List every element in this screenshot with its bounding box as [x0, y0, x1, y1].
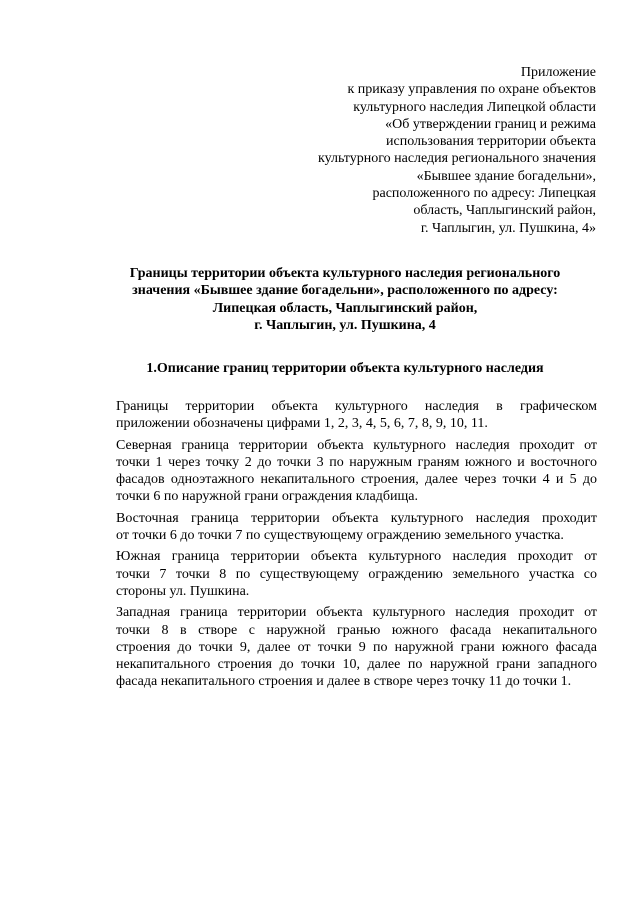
paragraph-line: фасадов одноэтажного некапитального строения, далее через точки 4 и 5 до: [116, 472, 597, 488]
section-heading: 1.Описание границ территории объекта культурного наследия: [146, 361, 544, 376]
paragraph-line: от точки 6 до точки 7 по существующему ограждению земельного участка.: [116, 528, 564, 544]
appendix-line: Приложение: [520, 65, 596, 80]
title-line: г. Чаплыгин, ул. Пушкина, 4: [254, 317, 436, 333]
appendix-line: культурного наследия регионального значения: [317, 151, 596, 167]
appendix-line: использования территории объекта: [386, 134, 596, 150]
title-line: Липецкая область, Чаплыгинский район,: [212, 300, 478, 316]
paragraph-line: строения до точки 9, далее от точки 9 по наружной грани южного фасада: [116, 639, 597, 655]
appendix-header: [240, 64, 596, 237]
paragraph-south-boundary: [96, 548, 597, 600]
paragraph-line: Границы территории объекта культурного наследия в графическом: [116, 399, 597, 414]
appendix-line: расположенного по адресу: Липецкая: [372, 186, 596, 202]
paragraph-line: Северная граница территории объекта культурного наследия проходит от: [116, 437, 597, 453]
paragraph-line: стороны ул. Пушкина.: [116, 583, 250, 599]
appendix-line: г. Чаплыгин, ул. Пушкина, 4»: [420, 220, 596, 236]
paragraph-line: приложении обозначены цифрами 1, 2, 3, 4, 5, 6, 7, 8, 9, 10, 11.: [116, 416, 488, 432]
document-title: [70, 265, 620, 334]
appendix-line: культурного наследия Липецкой области: [353, 99, 596, 115]
paragraph-line: Западная граница территории объекта культурного наследия проходит от: [116, 605, 597, 621]
appendix-line: «Об утверждении границ и режима: [385, 116, 596, 132]
paragraph-line: точки 7 точки 8 по существующему ограждению земельного участка со: [116, 566, 597, 582]
paragraph-line: некапитального строения до точки 10, далее по наружной грани западного: [116, 657, 597, 673]
title-line: значения «Бывшее здание богадельни», расположенного по адресу:: [132, 283, 558, 299]
paragraph-line: Южная граница территории объекта культурного наследия проходит от: [116, 549, 597, 565]
section-body: [96, 398, 597, 695]
paragraph-line: точки 6 по наружной грани ограждения кладбища.: [116, 489, 418, 505]
appendix-line: к приказу управления по охране объектов: [347, 82, 596, 98]
paragraph-east-boundary: [96, 510, 597, 545]
paragraph-line: точки 1 через точку 2 до точки 3 по наружным граням южного и восточного: [116, 454, 597, 470]
paragraph-line: фасада некапитального строения и далее в створе через точку 11 до точки 1.: [116, 674, 572, 690]
paragraph-west-boundary: [96, 604, 597, 690]
paragraph-boundaries-intro: [96, 398, 597, 433]
paragraph-line: Восточная граница территории объекта культурного наследия проходит: [116, 510, 597, 526]
appendix-line: область, Чаплыгинский район,: [413, 203, 596, 219]
appendix-line: «Бывшее здание богадельни»,: [416, 168, 596, 184]
paragraph-line: точки 8 в створе с наружной гранью южного фасада некапитального: [116, 622, 597, 638]
paragraph-north-boundary: [96, 437, 597, 506]
title-line: Границы территории объекта культурного наследия регионального: [129, 266, 561, 281]
